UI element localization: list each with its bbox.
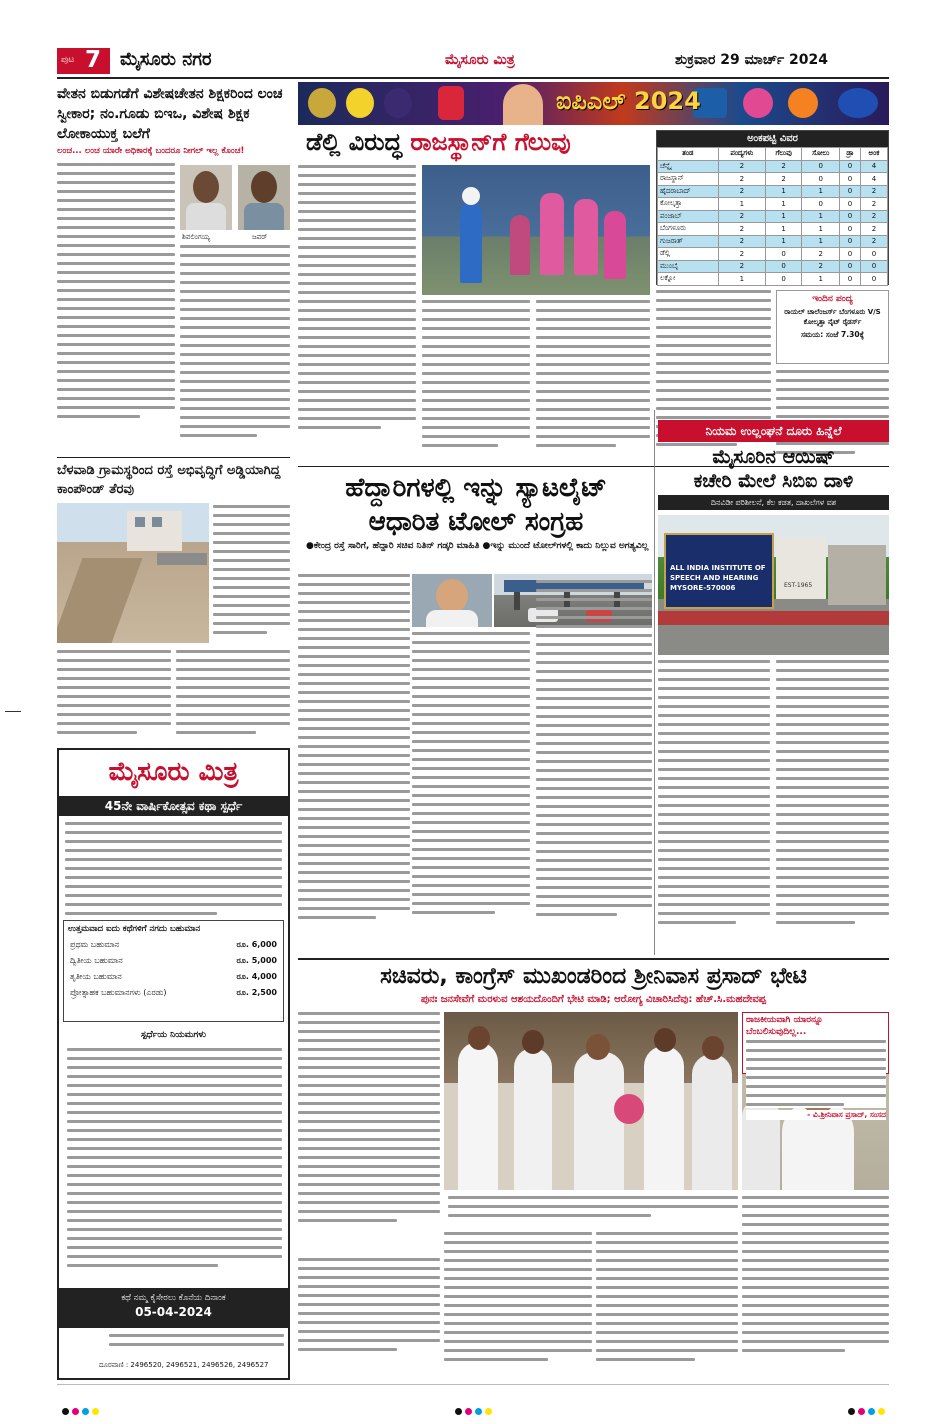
stat-cell: 0 <box>840 235 861 248</box>
aiish-sign-text: ALL INDIA INSTITUTE OF SPEECH AND HEARING MYSORE-570006 <box>670 564 766 592</box>
stat-cell: 1 <box>766 185 802 198</box>
divider-toll-cbi <box>654 410 655 955</box>
srinivas-text-col1 <box>298 1012 440 1252</box>
points-table-header <box>658 148 888 161</box>
stat-cell: 2 <box>718 260 765 273</box>
story1-text-right <box>180 245 290 453</box>
deadline-box <box>59 1288 288 1328</box>
stat-cell: 2 <box>766 160 802 173</box>
team-name-cell: ಚೆನ್ನೈ <box>658 160 719 173</box>
stat-cell: 2 <box>802 248 840 261</box>
col-played: ಪಂದ್ಯಗಳು <box>718 148 765 161</box>
prize-name: ತೃತೀಯ ಬಹುಮಾನ <box>70 972 122 981</box>
prizes-heading: ಉತ್ತಮವಾದ ಐದು ಕಥೆಗಳಿಗೆ ನಗದು ಬಹುಮಾನ <box>68 924 201 934</box>
prize-name: ದ್ವಿತೀಯ ಬಹುಮಾನ <box>70 956 123 965</box>
page-number-box <box>57 48 110 74</box>
fold-mark <box>5 711 21 712</box>
ipl-text-col2 <box>422 300 530 460</box>
prize-row <box>64 969 283 985</box>
stat-cell: 1 <box>766 198 802 211</box>
team-name-cell: ಕೋಲ್ಕತ್ತಾ <box>658 198 719 211</box>
points-table-body <box>658 160 888 285</box>
col-draw: ಡ್ರಾ <box>840 148 861 161</box>
stat-cell: 2 <box>718 235 765 248</box>
registration-dots-right <box>848 1400 888 1419</box>
ipl-headline-part1: ಡೆಲ್ಲಿ ವಿರುದ್ಧ <box>306 128 403 156</box>
prize-row <box>64 953 283 969</box>
road-photo <box>57 503 209 643</box>
stat-cell: 4 <box>860 160 887 173</box>
section-title: ಮೈಸೂರು ನಗರ <box>120 49 212 70</box>
team-name-cell: ಹೈದರಾಬಾದ್ <box>658 185 719 198</box>
prize-row <box>64 985 283 1001</box>
stat-cell: 2 <box>860 210 887 223</box>
srinivas-visit-photo <box>444 1012 738 1190</box>
stat-cell: 2 <box>860 235 887 248</box>
col-team: ತಂಡ <box>658 148 719 161</box>
story2-text-left <box>57 650 171 740</box>
stat-cell: 0 <box>840 185 861 198</box>
registration-dots-left <box>62 1400 102 1419</box>
cbi-text-col1 <box>658 660 770 955</box>
stat-cell: 2 <box>766 173 802 186</box>
stat-cell: 1 <box>802 235 840 248</box>
story2-headline: ಬೆಳವಾಡಿ ಗ್ರಾಮಸ್ಥರಿಂದ ರಸ್ತೆ ಅಭಿವೃದ್ಧಿಗೆ ಅಡ್ಡಿಯಾಗಿದ್ದ ಕಾಂಪೌಂಡ್ ತೆರವು <box>57 463 281 497</box>
team-name-cell: ಪಂಜಾಬ್ <box>658 210 719 223</box>
stat-cell: 2 <box>718 160 765 173</box>
col-points: ಅಂಕ <box>860 148 887 161</box>
story2-text-mid <box>176 650 290 740</box>
points-table-row <box>658 260 888 273</box>
ipl-banner-text: ಐಪಿಎಲ್ 2024 <box>556 87 701 115</box>
story-contest-ad <box>57 748 290 1380</box>
stat-cell: 1 <box>802 210 840 223</box>
story1-headline: ವೇತನ ಬಿಡುಗಡೆಗೆ ವಿಶೇಷಚೇತನ ಶಿಕ್ಷಕರಿಂದ ಲಂಚ ಸ್ವೀಕಾರ; ನಂ.ಗೂಡು ಬಿಇಒ, ವಿಶೇಷ ಶಿಕ್ಷಕ ಲೋಕಾಯುಕ್ತ ಬಲೆಗೆ <box>57 86 283 142</box>
stat-cell: 0 <box>840 248 861 261</box>
prize-amount: ರೂ. 4,000 <box>236 972 277 981</box>
story1-strap: ಲಂಚ... ಲಂಚ ಯಾರೇ ಅಧಿಕಾರಕ್ಕೆ ಬಂದರೂ ನೀಗಲ್ ಇಲ್ಲ ಕೊಂಚ! <box>57 146 245 156</box>
stat-cell: 2 <box>860 223 887 236</box>
stat-cell: 0 <box>766 273 802 286</box>
today-match-box <box>776 290 889 364</box>
points-table-row <box>658 173 888 186</box>
photo-caption-2: ಜವರ್ <box>252 233 268 241</box>
points-table-row <box>658 235 888 248</box>
officer-photo-1 <box>180 165 232 230</box>
points-table-row <box>658 210 888 223</box>
team-name-cell: ಮುಂಬೈ <box>658 260 719 273</box>
header-rule <box>57 77 889 79</box>
points-table-row <box>658 198 888 211</box>
stat-cell: 2 <box>718 248 765 261</box>
points-table <box>657 147 888 286</box>
cbi-text-col2 <box>776 660 889 955</box>
stat-cell: 2 <box>860 198 887 211</box>
stat-cell: 0 <box>840 198 861 211</box>
col-lost: ಸೋಲು <box>802 148 840 161</box>
ipl-match-photo <box>422 165 650 295</box>
photo-caption-1: ಶಿವಲಿಂಗಯ್ಯ <box>182 233 211 241</box>
stat-cell: 1 <box>766 210 802 223</box>
stat-cell: 0 <box>860 248 887 261</box>
prize-amount: ರೂ. 2,500 <box>236 988 277 997</box>
ad-title: ಮೈಸೂರು ಮಿತ್ರ <box>108 757 239 787</box>
srinivas-text-col2 <box>444 1232 592 1374</box>
today-match-label: ಇಂದಿನ ಪಂದ್ಯ <box>812 294 853 304</box>
stat-cell: 1 <box>802 273 840 286</box>
toll-text-col3 <box>536 580 652 954</box>
page-word: ಪುಟ <box>61 55 75 65</box>
stat-cell: 0 <box>802 173 840 186</box>
stat-cell: 1 <box>766 235 802 248</box>
prize-amount: ರೂ. 5,000 <box>236 956 277 965</box>
srinivas-text-col3 <box>596 1232 738 1374</box>
points-table-box <box>656 130 889 285</box>
story2-text-right <box>213 505 290 643</box>
stat-cell: 0 <box>766 248 802 261</box>
story1-text-left <box>57 163 175 453</box>
toll-text-col1 <box>298 574 410 954</box>
cbi-headline-line1: ಮೈಸೂರಿನ ಆಯಿಷ್ <box>712 446 835 468</box>
stat-cell: 0 <box>860 260 887 273</box>
stat-cell: 1 <box>802 223 840 236</box>
stat-cell: 0 <box>840 160 861 173</box>
aiish-est-text: EST-1965 <box>784 582 813 589</box>
points-table-row <box>658 185 888 198</box>
today-match-teams: ರಾಯಲ್ ಚಾಲೆಂಜರ್ಸ್ ಬೆಂಗಳೂರು V/S ಕೋಲ್ಕತ್ತಾ ನೈಟ್ ರೈಡರ್ಸ್ <box>784 308 881 326</box>
divider-srinivas <box>298 958 889 960</box>
points-table-row <box>658 223 888 236</box>
deadline-date: 05-04-2024 <box>135 1305 212 1319</box>
toll-headline-line1: ಹೆದ್ದಾರಿಗಳಲ್ಲಿ ಇನ್ನು ಸ್ಯಾಟಲೈಟ್ <box>345 473 607 503</box>
stat-cell: 2 <box>718 223 765 236</box>
srinivas-box-title: ರಾಜಕೀಯವಾಗಿ ಯಾರನ್ನೂ ಬೆಂಬಲಿಸುವುದಿಲ್ಲ... <box>746 1014 886 1038</box>
cbi-strap: ದಿನವಿಡೀ ಪರಿಶೀಲನೆ, ಕೆಲ ಕಡತ, ದಾಖಲೆಗಳ ವಶ <box>658 495 889 510</box>
stat-cell: 0 <box>766 260 802 273</box>
today-match-time: ಸಮಯ: ಸಂಜೆ 7.30ಕ್ಕೆ <box>801 330 864 339</box>
stat-cell: 0 <box>840 223 861 236</box>
prize-box <box>63 920 284 1022</box>
masthead-small: ಮೈಸೂರು ಮಿತ್ರ <box>445 52 515 68</box>
issue-date: ಶುಕ್ರವಾರ 29 ಮಾರ್ಚ್ 2024 <box>675 52 829 68</box>
ad-subtitle: 45ನೇ ವಾರ್ಷಿಕೋತ್ಸವ ಕಥಾ ಸ್ಪರ್ಧೆ <box>59 796 288 816</box>
divider-1 <box>57 457 290 458</box>
team-name-cell: ಡೆಲ್ಲಿ <box>658 248 719 261</box>
stat-cell: 0 <box>802 198 840 211</box>
srinivas-box-sign: - ವಿ.ಶ್ರೀನಿವಾಸ ಪ್ರಸಾದ್, ಸಂಸದ <box>746 1110 886 1120</box>
stat-cell: 0 <box>802 160 840 173</box>
stat-cell: 1 <box>718 273 765 286</box>
stat-cell: 0 <box>840 210 861 223</box>
toll-text-col2 <box>412 632 530 954</box>
officer-photo-2 <box>238 165 290 230</box>
deadline-label: ಕಥೆ ನಮ್ಮ ಕೈಸೇರಲು ಕೊನೆಯ ದಿನಾಂಕ <box>121 1293 226 1303</box>
points-table-row <box>658 160 888 173</box>
team-name-cell: ಬೆಂಗಳೂರು <box>658 223 719 236</box>
cbi-headline-line2: ಕಚೇರಿ ಮೇಲೆ ಸಿಬಿಐ ದಾಳಿ <box>693 470 854 492</box>
page-header <box>57 48 889 76</box>
prize-name: ಪ್ರಥಮ ಬಹುಮಾನ <box>70 940 120 949</box>
stat-cell: 0 <box>840 273 861 286</box>
ipl-banner <box>298 82 889 125</box>
srinivas-box-text <box>746 1040 886 1108</box>
ad-phones: ದೂರವಾಣಿ : 2496520, 2496521, 2496526, 2496527 <box>99 1361 269 1369</box>
stat-cell: 2 <box>802 260 840 273</box>
prize-row <box>64 937 283 953</box>
srinivas-text-col1b <box>298 1258 440 1374</box>
address-text <box>109 1334 284 1358</box>
toll-bullets: ●ಕೇಂದ್ರ ರಸ್ತೆ ಸಾರಿಗೆ, ಹೆದ್ದಾರಿ ಸಚಿವ ನಿತಿನ್ ಗಡ್ಕರಿ ಮಾಹಿತಿ ●ಇನ್ನು ಮುಂದೆ ಟೋಲ್‌ಗಳಲ್ಲಿ ಕಾದು ನಿಲ್ಲುವ ಅಗತ್ಯವಿಲ್ಲ <box>306 541 649 551</box>
col-won: ಗೆಲುವು <box>766 148 802 161</box>
srinivas-subhead: ಪುನಃ ಜನಸೇವೆಗೆ ಮರಳುವ ಆಶಯದೊಂದಿಗೆ ಭೇಟಿ ಮಾಡಿ; ಆರೋಗ್ಯ ವಿಚಾರಿಸಿದೆವು: ಹೆಚ್.ಸಿ.ಮಹದೇವಪ್ಪ <box>421 994 766 1005</box>
srinivas-headline: ಸಚಿವರು, ಕಾಂಗ್ರೆಸ್ ಮುಖಂಡರಿಂದ ಶ್ರೀನಿವಾಸ ಪ್ರಸಾದ್ ಭೇಟಿ <box>380 964 807 989</box>
toll-headline-line2: ಆಧಾರಿತ ಟೋಲ್ ಸಂಗ್ರಹ <box>368 507 584 537</box>
stat-cell: 2 <box>718 210 765 223</box>
ipl-text-col1 <box>298 165 416 460</box>
team-name-cell: ರಾಜಸ್ಥಾನ್ <box>658 173 719 186</box>
ipl-text-col3 <box>536 300 650 460</box>
stat-cell: 1 <box>766 223 802 236</box>
srinivas-photo-caption <box>448 1196 738 1226</box>
ad-masthead <box>59 750 288 796</box>
ad-intro-text <box>65 822 282 918</box>
stat-cell: 0 <box>860 273 887 286</box>
rules-text <box>67 1048 282 1284</box>
stat-cell: 4 <box>860 173 887 186</box>
points-table-row <box>658 273 888 286</box>
gadkari-photo <box>412 574 492 627</box>
stat-cell: 2 <box>860 185 887 198</box>
stat-cell: 1 <box>802 185 840 198</box>
team-name-cell: ಗುಜರಾತ್ <box>658 235 719 248</box>
stat-cell: 0 <box>840 173 861 186</box>
ipl-headline-part2: ರಾಜಸ್ಥಾನ್‌ಗೆ ಗೆಲುವು <box>410 128 571 156</box>
stat-cell: 2 <box>718 185 765 198</box>
srinivas-text-col4 <box>742 1196 889 1374</box>
footer-rule <box>57 1384 889 1385</box>
cbi-kicker: ನಿಯಮ ಉಲ್ಲಂಘನೆ ದೂರು ಹಿನ್ನೆಲೆ <box>658 420 889 442</box>
stat-cell: 1 <box>718 198 765 211</box>
registration-dots-center <box>455 1400 495 1419</box>
aiish-photo <box>658 515 889 655</box>
stat-cell: 2 <box>718 173 765 186</box>
page-number: 7 <box>85 47 102 73</box>
prize-name: ಪ್ರೋತ್ಸಾಹಕ ಬಹುಮಾನಗಳು (ಎರಡು) <box>70 988 167 997</box>
points-table-row <box>658 248 888 261</box>
ipl-headline <box>306 128 658 162</box>
team-name-cell: ಲಕ್ನೋ <box>658 273 719 286</box>
rules-heading: ಸ್ಪರ್ಧೆಯ ನಿಯಮಗಳು <box>141 1030 206 1040</box>
points-table-title: ಅಂಕಪಟ್ಟಿ ವಿವರ <box>657 131 888 147</box>
prize-amount: ರೂ. 6,000 <box>236 940 277 949</box>
stat-cell: 0 <box>840 260 861 273</box>
